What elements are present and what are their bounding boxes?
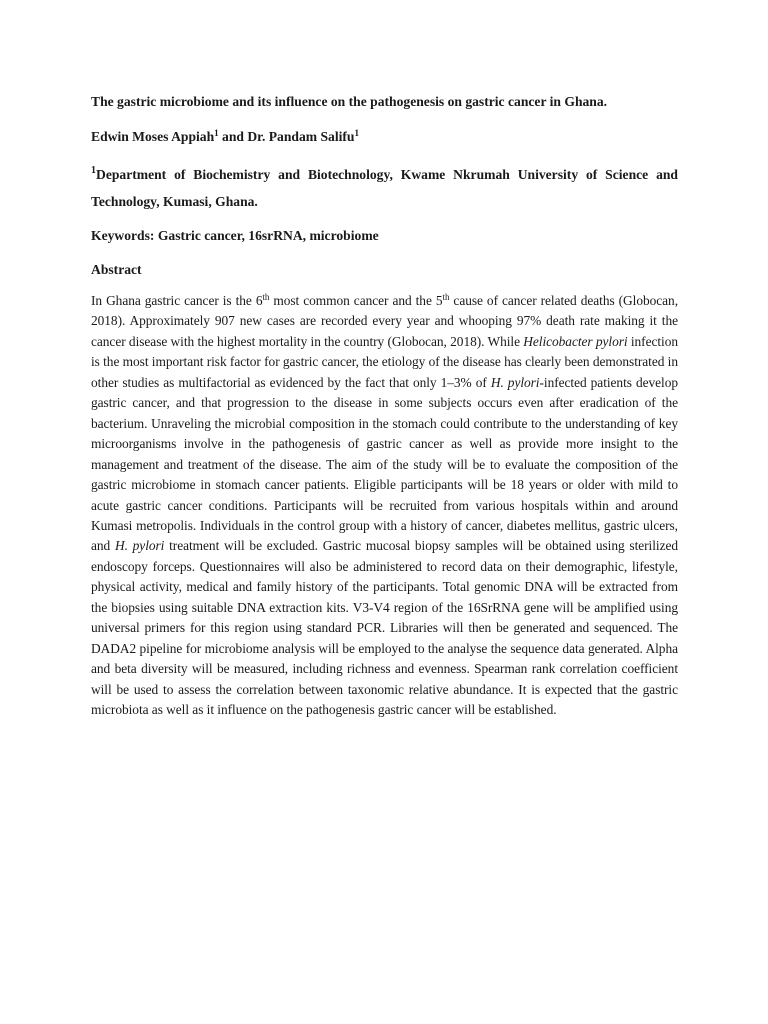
species-name: Helicobacter pylori [523,333,628,349]
author-affiliation-marker: 1 [214,128,219,138]
abstract-text: treatment will be excluded. Gastric mucosal biopsy samples will be obtained using sterilized endoscopy forceps. Questionnaires will also be administered to record data on their demographic, lifestyle, physical activity, medical and family history of the participants. Total genomic DNA will be extracted from the biopsies using suitable DNA extraction kits. V3-V4 region of the 16SrRNA gene will be amplified using universal primers for this region using standard PCR. Libraries will then be generated and sequenced. The DADA2 pipeline for microbiome analysis will be employed to the analyse the sequence data generated. Alpha and beta diversity will be measured, including richness and evenness. Spearman rank correlation coefficient will be used to assess the correlation between taxonomic relative abundance. It is expected that the gastric microbiota as well as it influence on the pathogenesis gastric cancer will be established. [91,538,679,718]
abstract-body [91,291,678,721]
abstract-heading: Abstract [91,262,142,277]
author-name: Edwin Moses Appiah [91,129,215,144]
author-line [91,127,678,147]
species-name: H. pylori [490,374,540,390]
affiliation-marker: 1 [91,165,96,176]
author-affiliation-marker: 1 [354,128,359,138]
author-joiner: and [218,129,248,144]
abstract-text: -infected patients develop gastric cancer, and that progression to the disease in some subjects occurs even after eradication of the bacterium. Unraveling the microbial composition in the stomach could contribute to the understanding of key microorganisms involve in the pathogenesis of gastric cancer as well as provide more insight to the management and treatment of the disease. The aim of the study will be to evaluate the composition of the gastric microbiome in stomach cancer patients. Eligible participants will be 18 years or older with mild to acute gastric cancer conditions. Participants will be recruited from various hospitals within and around Kumasi metropolis. Individuals in the control group with a history of cancer, diabetes mellitus, gastric ulcers, and [91,374,679,554]
ordinal-suffix: th [262,292,270,302]
author-name: Dr. Pandam Salifu [247,129,355,144]
abstract-text: In Ghana gastric cancer is the 6 [91,293,263,308]
abstract-text: infection is the most important risk factor for gastric cancer, the etiology of the disease has clearly been demonstrated in other studies as multifactorial as evidenced by the fact that only 1–3% of [91,333,679,390]
abstract-text: cause of cancer related deaths (Globocan, 2018). Approximately 907 new cases are recorded every year and whooping 97% death rate making it the cancer disease with the highest mortality in the country (Globocan, 2018). While [91,293,678,349]
affiliation [91,161,678,215]
document-title: The gastric microbiome and its influence on the pathogenesis on gastric cancer in Ghana. [91,94,608,109]
ordinal-suffix: th [442,292,450,302]
species-name: H. pylori [114,538,165,554]
abstract-text: most common cancer and the 5 [269,293,443,308]
affiliation-text: Department of Biochemistry and Biotechnology, Kwame Nkrumah University of Science and Technology, Kumasi, Ghana. [91,167,678,209]
keywords: Keywords: Gastric cancer, 16srRNA, microbiome [91,228,379,243]
document-page [91,92,678,721]
